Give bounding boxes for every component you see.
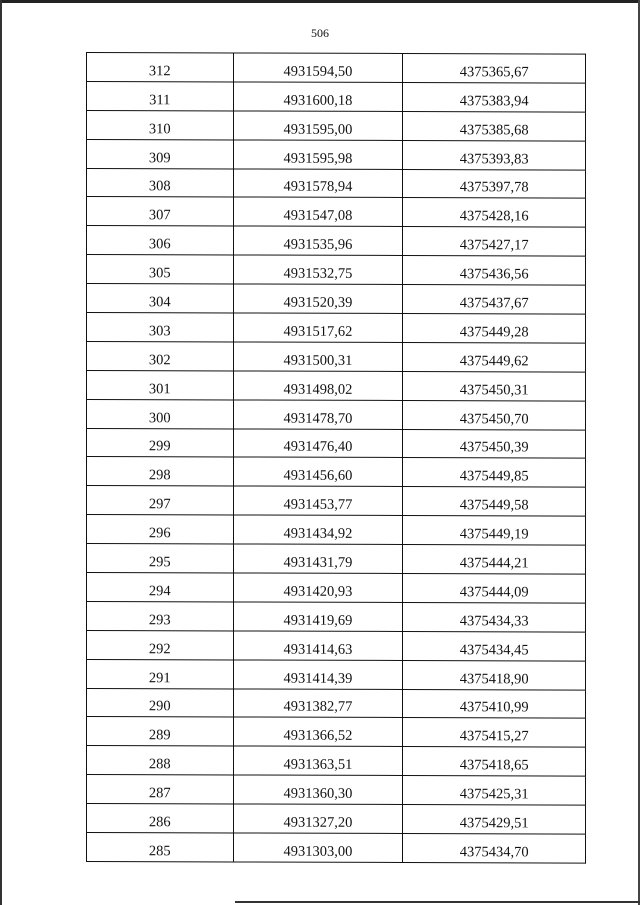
table-row (87, 833, 586, 863)
coordinates-table (86, 52, 586, 864)
coordinate-y-cell: 4375450,70 (403, 400, 586, 429)
point-number-cell: 291 (87, 659, 234, 688)
point-number-cell: 302 (87, 341, 234, 370)
table-row (87, 573, 586, 603)
point-number-cell: 295 (87, 544, 234, 573)
table-row (87, 168, 586, 198)
point-number-cell: 298 (87, 457, 234, 486)
coordinate-y-cell: 4375449,62 (403, 342, 586, 371)
point-number-cell: 303 (87, 313, 234, 342)
coordinate-y-cell: 4375436,56 (403, 256, 586, 285)
table-row (87, 370, 586, 400)
coordinate-y-cell: 4375444,21 (403, 545, 586, 574)
coordinate-y-cell: 4375449,28 (403, 314, 586, 343)
coordinate-y-cell: 4375429,51 (403, 805, 586, 834)
coordinate-y-cell: 4375415,27 (403, 718, 586, 747)
point-number-cell: 290 (87, 688, 234, 717)
coordinate-x-cell: 4931419,69 (233, 602, 403, 631)
point-number-cell: 308 (87, 168, 234, 197)
coordinate-x-cell: 4931303,00 (233, 833, 403, 862)
point-number-cell: 285 (87, 833, 234, 862)
table-row (87, 255, 586, 285)
coordinate-x-cell: 4931500,31 (233, 342, 403, 371)
point-number-cell: 311 (87, 81, 234, 110)
coordinate-x-cell: 4931363,51 (233, 746, 403, 775)
page-number: 506 (311, 26, 329, 40)
point-number-cell: 288 (87, 746, 234, 775)
coordinate-x-cell: 4931600,18 (233, 82, 403, 111)
point-number-cell: 299 (87, 428, 234, 457)
point-number-cell: 297 (87, 486, 234, 515)
coordinate-x-cell: 4931453,77 (233, 486, 403, 515)
coordinate-x-cell: 4931547,08 (233, 197, 403, 226)
coordinate-x-cell: 4931478,70 (233, 400, 403, 429)
coordinate-x-cell: 4931414,63 (233, 631, 403, 660)
coordinate-y-cell: 4375437,67 (403, 285, 586, 314)
table-row (87, 313, 586, 343)
coordinate-x-cell: 4931434,92 (233, 515, 403, 544)
coordinate-y-cell: 4375450,31 (403, 371, 586, 400)
coordinate-y-cell: 4375397,78 (403, 169, 586, 198)
table-row (87, 630, 586, 660)
coordinate-y-cell: 4375427,17 (403, 227, 586, 256)
scan-edge-top (0, 0, 640, 3)
table-row (87, 139, 586, 169)
coordinate-y-cell: 4375450,39 (403, 429, 586, 458)
point-number-cell: 306 (87, 226, 234, 255)
table-row (87, 804, 586, 834)
point-number-cell: 301 (87, 370, 234, 399)
coordinate-y-cell: 4375383,94 (403, 82, 586, 111)
point-number-cell: 309 (87, 139, 234, 168)
table-row (87, 515, 586, 545)
coordinate-y-cell: 4375428,16 (403, 198, 586, 227)
point-number-cell: 312 (87, 53, 234, 82)
table-row (87, 428, 586, 458)
coordinates-table-body (87, 53, 586, 864)
point-number-cell: 300 (87, 399, 234, 428)
coordinate-x-cell: 4931595,00 (233, 111, 403, 140)
coordinate-x-cell: 4931498,02 (233, 371, 403, 400)
table-row (87, 457, 586, 487)
table-row (87, 53, 586, 83)
table-row (87, 284, 586, 314)
point-number-cell: 307 (87, 197, 234, 226)
scan-edge-bottom (235, 901, 640, 903)
point-number-cell: 294 (87, 573, 234, 602)
point-number-cell: 287 (87, 775, 234, 804)
point-number-cell: 310 (87, 110, 234, 139)
coordinate-x-cell: 4931456,60 (233, 457, 403, 486)
point-number-cell: 304 (87, 284, 234, 313)
table-row (87, 226, 586, 256)
coordinate-y-cell: 4375434,70 (403, 834, 586, 863)
point-number-cell: 286 (87, 804, 234, 833)
coordinate-x-cell: 4931431,79 (233, 544, 403, 573)
coordinate-y-cell: 4375449,58 (403, 487, 586, 516)
table-row (87, 544, 586, 574)
coordinate-y-cell: 4375385,68 (403, 111, 586, 140)
table-row (87, 746, 586, 776)
coordinate-x-cell: 4931594,50 (233, 53, 403, 82)
table-row (87, 775, 586, 805)
coordinate-x-cell: 4931476,40 (233, 429, 403, 458)
table-row (87, 659, 586, 689)
point-number-cell: 293 (87, 601, 234, 630)
coordinate-x-cell: 4931327,20 (233, 804, 403, 833)
point-number-cell: 289 (87, 717, 234, 746)
coordinate-x-cell: 4931360,30 (233, 775, 403, 804)
scan-edge-left (0, 0, 2, 905)
coordinate-y-cell: 4375410,99 (403, 689, 586, 718)
coordinate-y-cell: 4375418,65 (403, 747, 586, 776)
coordinate-y-cell: 4375425,31 (403, 776, 586, 805)
coordinate-x-cell: 4931532,75 (233, 255, 403, 284)
table-row (87, 486, 586, 516)
coordinate-y-cell: 4375444,09 (403, 574, 586, 603)
coordinate-y-cell: 4375365,67 (403, 53, 586, 82)
coordinate-y-cell: 4375434,45 (403, 631, 586, 660)
coordinate-x-cell: 4931366,52 (233, 717, 403, 746)
coordinate-x-cell: 4931382,77 (233, 689, 403, 718)
table-row (87, 601, 586, 631)
coordinate-y-cell: 4375418,90 (403, 660, 586, 689)
coordinate-y-cell: 4375434,33 (403, 602, 586, 631)
coordinate-y-cell: 4375449,19 (403, 516, 586, 545)
coordinate-x-cell: 4931535,96 (233, 226, 403, 255)
coordinate-y-cell: 4375449,85 (403, 458, 586, 487)
coordinate-x-cell: 4931414,39 (233, 660, 403, 689)
table-row (87, 341, 586, 371)
table-row (87, 717, 586, 747)
coordinate-x-cell: 4931517,62 (233, 313, 403, 342)
coordinate-x-cell: 4931578,94 (233, 169, 403, 198)
table-row (87, 110, 586, 140)
coordinate-x-cell: 4931420,93 (233, 573, 403, 602)
table-row (87, 81, 586, 111)
table-row (87, 688, 586, 718)
table-row (87, 399, 586, 429)
point-number-cell: 305 (87, 255, 234, 284)
coordinate-x-cell: 4931595,98 (233, 140, 403, 169)
table-row (87, 197, 586, 227)
point-number-cell: 292 (87, 630, 234, 659)
coordinate-y-cell: 4375393,83 (403, 140, 586, 169)
coordinate-x-cell: 4931520,39 (233, 284, 403, 313)
point-number-cell: 296 (87, 515, 234, 544)
